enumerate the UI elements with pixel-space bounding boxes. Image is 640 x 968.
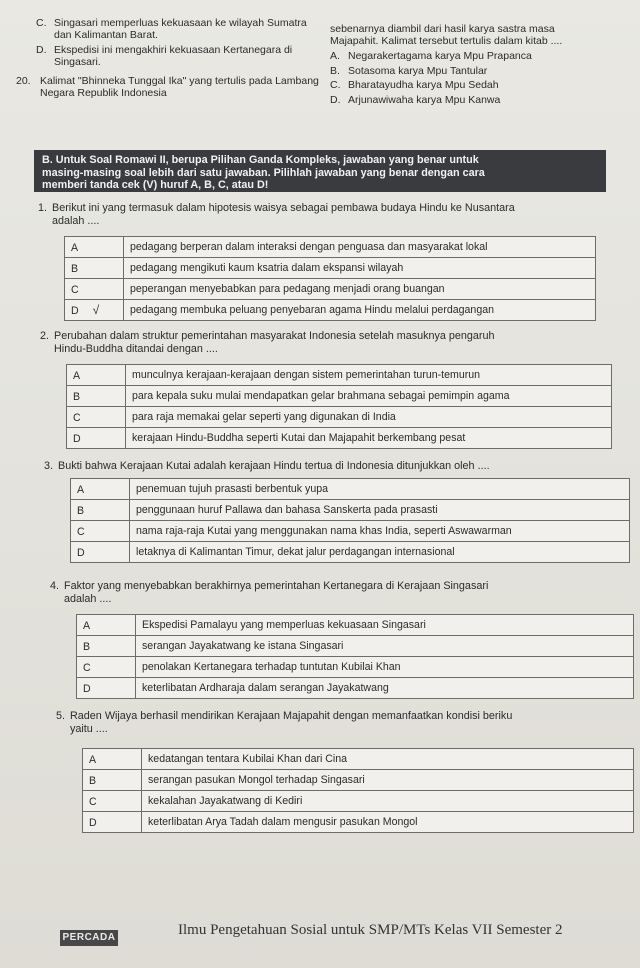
- prev-option-d: D. Ekspedisi ini mengakhiri kekuasaan Kertanegara di Singasari.: [36, 44, 293, 68]
- section-instructions-banner: B. Untuk Soal Romawi II, berupa Pilihan Ganda Kompleks, jawaban yang benar untuk masing-masing soal lebih dari satu jawaban. Pilihlah jawaban yang benar dengan cara memberi tanda cek (V) huruf A, B, C, atau D!: [34, 150, 606, 192]
- question-20: 20. Kalimat "Bhinneka Tunggal Ika" yang tertulis pada Lambang Negara Republik Indonesia: [16, 75, 319, 99]
- q5-option-d[interactable]: D keterlibatan Arya Tadah dalam mengusir pasukan Mongol: [83, 812, 634, 833]
- book-title-footer: Ilmu Pengetahuan Sosial untuk SMP/MTs Kelas VII Semester 2: [178, 922, 563, 938]
- q5-option-b[interactable]: B serangan pasukan Mongol terhadap Singasari: [83, 770, 634, 791]
- q1-option-c[interactable]: C peperangan menyebabkan para pedagang menjadi orang buangan: [65, 279, 596, 300]
- q2-option-c[interactable]: C para raja memakai gelar seperti yang digunakan di India: [67, 407, 612, 428]
- q20-option-a: A. Negarakertagama karya Mpu Prapanca: [330, 50, 532, 62]
- q3-option-b[interactable]: B penggunaan huruf Pallawa dan bahasa Sanskerta pada prasasti: [71, 500, 630, 521]
- q3-option-c[interactable]: C nama raja-raja Kutai yang menggunakan nama khas India, seperti Aswawarman: [71, 521, 630, 542]
- question-20-stem-continued: sebenarnya diambil dari hasil karya sastra masa Majapahit. Kalimat tersebut tertulis dalam kitab ....: [330, 23, 563, 47]
- q20-option-c: C. Bharatayudha karya Mpu Sedah: [330, 79, 499, 91]
- question-5-options: [82, 748, 634, 833]
- question-4-stem: 4. Faktor yang menyebabkan berakhirnya pemerintahan Kertanegara di Kerajaan Singasari adalah ....: [50, 580, 489, 605]
- q4-option-a[interactable]: A Ekspedisi Pamalayu yang memperluas kekuasaan Singasari: [77, 615, 634, 636]
- left-column: [16, 17, 321, 102]
- question-1-options: [64, 236, 596, 321]
- previous-questions: [0, 0, 640, 150]
- q4-option-d[interactable]: D keterlibatan Ardharaja dalam serangan Jayakatwang: [77, 678, 634, 699]
- q2-option-d[interactable]: D kerajaan Hindu-Buddha seperti Kutai dan Majapahit berkembang pesat: [67, 428, 612, 449]
- q2-option-a[interactable]: A munculnya kerajaan-kerajaan dengan sistem pemerintahan turun-temurun: [67, 365, 612, 386]
- question-5-stem: 5. Raden Wijaya berhasil mendirikan Kerajaan Majapahit dengan memanfaatkan kondisi beriku yaitu ....: [56, 710, 513, 735]
- q4-option-b[interactable]: B serangan Jayakatwang ke istana Singasari: [77, 636, 634, 657]
- q1-option-b[interactable]: B pedagang mengikuti kaum ksatria dalam ekspansi wilayah: [65, 258, 596, 279]
- right-column: [330, 24, 600, 109]
- q20-option-b: B. Sotasoma karya Mpu Tantular: [330, 64, 488, 77]
- question-2-options: [66, 364, 612, 449]
- publisher-badge: PERCADA: [60, 930, 118, 946]
- q4-option-c[interactable]: C penolakan Kertanegara terhadap tuntutan Kubilai Khan: [77, 657, 634, 678]
- q3-option-d[interactable]: D letaknya di Kalimantan Timur, dekat jalur perdagangan internasional: [71, 542, 630, 563]
- q1-option-a[interactable]: A pedagang berperan dalam interaksi dengan penguasa dan masyarakat lokal: [65, 237, 596, 258]
- q3-option-a[interactable]: A penemuan tujuh prasasti berbentuk yupa: [71, 479, 630, 500]
- q1-option-d[interactable]: D √ pedagang membuka peluang penyebaran agama Hindu melalui perdagangan: [65, 300, 596, 321]
- question-1-stem: 1. Berikut ini yang termasuk dalam hipotesis waisya sebagai pembawa budaya Hindu ke Nusantara adalah ....: [38, 202, 515, 227]
- question-4-options: [76, 614, 634, 699]
- q5-option-a[interactable]: A kedatangan tentara Kubilai Khan dari Cina: [83, 749, 634, 770]
- question-2-stem: 2. Perubahan dalam struktur pemerintahan masyarakat Indonesia setelah masuknya pengaruh Hindu-Buddha ditandai dengan ....: [40, 330, 495, 355]
- prev-option-c: C. Singasari memperluas kekuasaan ke wilayah Sumatra dan Kalimantan Barat.: [36, 17, 307, 41]
- q20-option-d: D. Arjunawiwaha karya Mpu Kanwa: [330, 93, 501, 106]
- q2-option-b[interactable]: B para kepala suku mulai mendapatkan gelar brahmana sebagai pemimpin agama: [67, 386, 612, 407]
- check-mark: √: [92, 303, 100, 317]
- question-3-options: [70, 478, 630, 563]
- question-3-stem: 3. Bukti bahwa Kerajaan Kutai adalah kerajaan Hindu tertua di Indonesia ditunjukkan oleh ....: [44, 460, 490, 472]
- q5-option-c[interactable]: C kekalahan Jayakatwang di Kediri: [83, 791, 634, 812]
